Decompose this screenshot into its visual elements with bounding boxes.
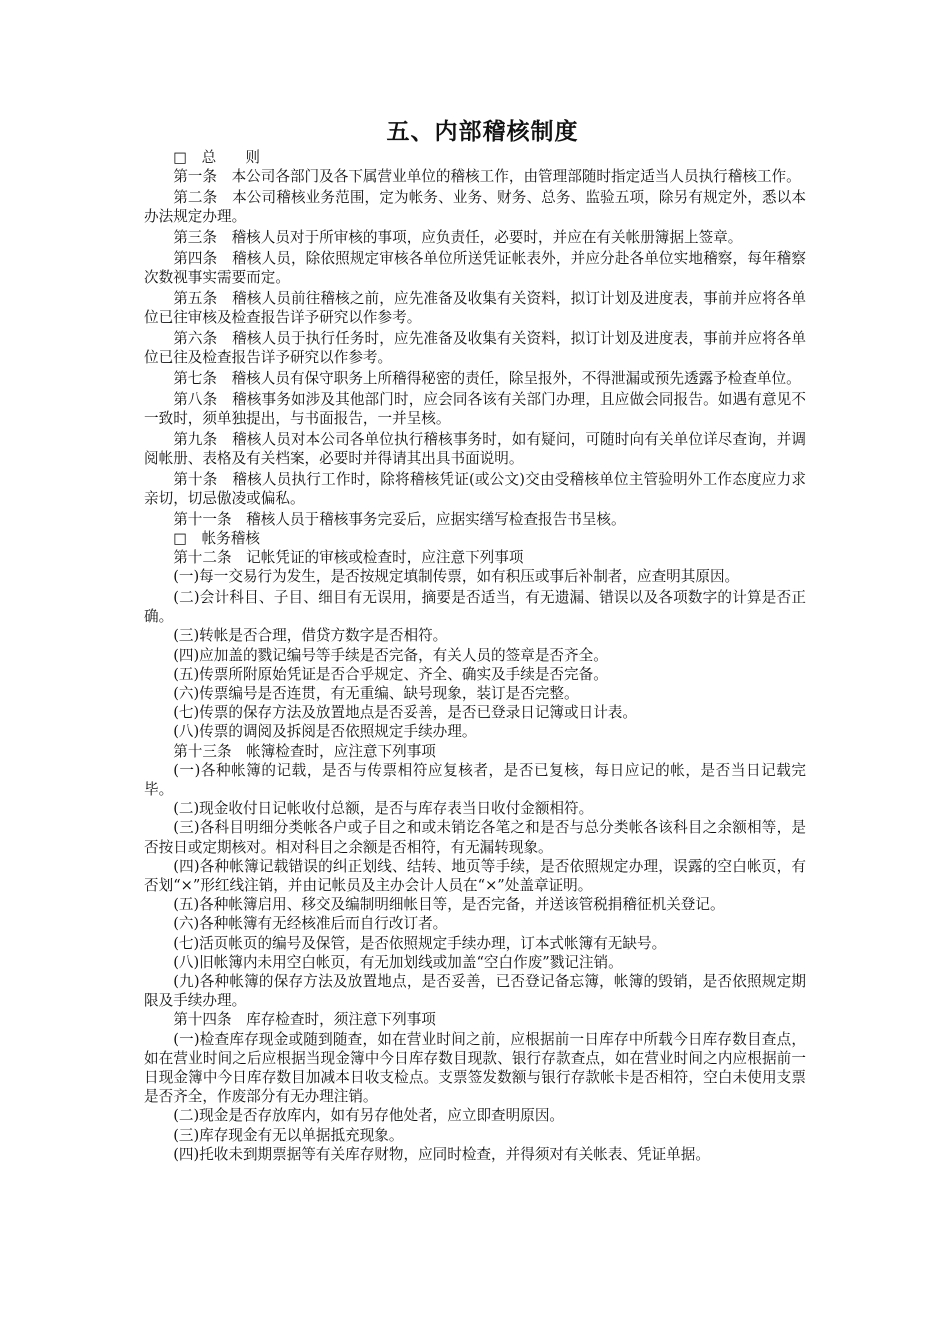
article-6: 第六条 稽核人员于执行任务时，应先准备及收集有关资料，拟订计划及进度表，事前并应将各单位已往及检查报告详予研究以作参考。 xyxy=(144,329,806,366)
article-3: 第三条 稽核人员对于所审核的事项，应负责任，必要时，并应在有关帐册簿据上签章。 xyxy=(173,229,743,246)
article-12-item-1: (一)每一交易行为发生，是否按规定填制传票，如有积压或事后补制者，应查明其原因。 xyxy=(173,568,740,586)
article-10: 第十条 稽核人员执行工作时，除将稽核凭证(或公文)交由受稽核单位主管验明外工作态度应力求亲切，切忌傲凌或偏私。 xyxy=(144,470,806,507)
article-13-item-5: (五)各种帐簿启用、移交及编制明细帐目等，是否完备，并送该管税捐稽征机关登记。 xyxy=(173,896,725,914)
article-12-item-8: (八)传票的调阅及拆阅是否依照规定手续办理。 xyxy=(173,723,477,741)
article-2: 第二条 本公司稽核业务范围，定为帐务、业务、财务、总务、监验五项，除另有规定外，悉以本办法规定办理。 xyxy=(144,189,806,226)
article-12: 第十二条 记帐凭证的审核或检查时，应注意下列事项 xyxy=(173,549,524,566)
article-1: 第一条 本公司各部门及各下属营业单位的稽核工作，由管理部随时指定适当人员执行稽核工作。 xyxy=(173,168,801,186)
article-14-item-1: (一)检查库存现金或随到随查，如在营业时间之前，应根据前一日库存中所载今日库存数目查点，如在营业时间之后应根据当现金簿中今日库存数目现款、银行存款查点，如在营业时间之内应根据前一日现金簿中今日库存数目加减本日收支检点。支票签发数额与银行存款帐卡是否相符，空白未使用支票是否齐全，作废部分有无办理注销。 xyxy=(144,1030,806,1106)
article-13-item-9: (九)各种帐簿的保存方法及放置地点，是否妥善，已否登记备忘簿，帐簿的毁销，是否依照规定期限及手续办理。 xyxy=(144,973,806,1010)
article-5: 第五条 稽核人员前往稽核之前，应先准备及收集有关资料，拟订计划及进度表，事前并应将各单位已往审核及检查报告详予研究以作参考。 xyxy=(144,289,806,326)
article-12-item-5: (五)传票所附原始凭证是否合乎规定、齐全、确实及手续是否完备。 xyxy=(173,665,608,683)
section-heading-general: □ 总 则 xyxy=(173,149,260,166)
page-title: 五、内部稽核制度 xyxy=(386,119,579,145)
section-heading-accounting: □ 帐务稽核 xyxy=(173,529,260,547)
article-9: 第九条 稽核人员对本公司各单位执行稽核事务时，如有疑问，可随时向有关单位详尽查询，并调阅帐册、表格及有关档案，必要时并得请其出具书面说明。 xyxy=(144,430,806,467)
article-13-item-6: (六)各种帐簿有无经核准后而自行改订者。 xyxy=(173,915,448,933)
article-12-item-7: (七)传票的保存方法及放置地点是否妥善，是否已登录日记簿或日计表。 xyxy=(173,704,637,722)
document-body xyxy=(144,148,806,1164)
article-4: 第四条 稽核人员，除依照规定审核各单位所送凭证帐表外，并应分赴各单位实地稽察，每年稽察次数视事实需要而定。 xyxy=(144,249,806,286)
article-12-item-6: (六)传票编号是否连贯，有无重编、缺号现象，装订是否完整。 xyxy=(173,685,579,703)
article-13-item-7: (七)活页帐页的编号及保管，是否依照规定手续办理，订本式帐簿有无缺号。 xyxy=(173,934,667,952)
article-12-item-3: (三)转帐是否合理，借贷方数字是否相符。 xyxy=(173,627,448,645)
article-7: 第七条 稽核人员有保守职务上所稽得秘密的责任，除呈报外，不得泄漏或预先透露予检查单位。 xyxy=(173,369,801,387)
article-8: 第八条 稽核事务如涉及其他部门时，应会同各该有关部门办理，且应做会同报告。如遇有意见不一致时，须单独提出，与书面报告，一并呈核。 xyxy=(144,390,806,427)
article-14-item-3: (三)库存现金有无以单据抵充现象。 xyxy=(173,1126,404,1144)
article-14-item-2: (二)现金是否存放库内，如有另存他处者，应立即查明原因。 xyxy=(173,1107,565,1125)
article-13-item-8: (八)旧帐簿内未用空白帐页，有无加划线或加盖“空白作废”戮记注销。 xyxy=(173,953,623,971)
article-14: 第十四条 库存检查时，须注意下列事项 xyxy=(173,1011,436,1029)
article-13-item-2: (二)现金收付日记帐收付总额，是否与库存表当日收付金额相符。 xyxy=(173,800,594,818)
article-12-item-2: (二)会计科目、子目、细目有无误用，摘要是否适当，有无遗漏、错误以及各项数字的计算是否正确。 xyxy=(144,589,806,626)
article-13-item-3: (三)各科目明细分类帐各户或子目之和或未销讫各笔之和是否与总分类帐各该科目之余额相等，是否按日或定期核对。相对科目之余额是否相符，有无漏转现象。 xyxy=(144,819,806,856)
article-13-item-1: (一)各种帐簿的记载，是否与传票相符应复核者，是否已复核，每日应记的帐，是否当日记载完毕。 xyxy=(144,761,806,799)
article-14-item-4: (四)托收未到期票据等有关库存财物，应同时检查，并得须对有关帐表、凭证单据。 xyxy=(173,1145,710,1163)
article-12-item-4: (四)应加盖的戮记编号等手续是否完备，有关人员的签章是否齐全。 xyxy=(173,646,608,664)
article-11: 第十一条 稽核人员于稽核事务完妥后，应据实缮写检查报告书呈核。 xyxy=(173,510,626,528)
article-13: 第十三条 帐簿检查时，应注意下列事项 xyxy=(173,742,436,760)
article-13-item-4: (四)各种帐簿记载错误的纠正划线、结转、地页等手续，是否依照规定办理，误露的空白帐页，有否划“×”形红线注销，并由记帐员及主办会计人员在“×”处盖章证明。 xyxy=(144,857,806,895)
